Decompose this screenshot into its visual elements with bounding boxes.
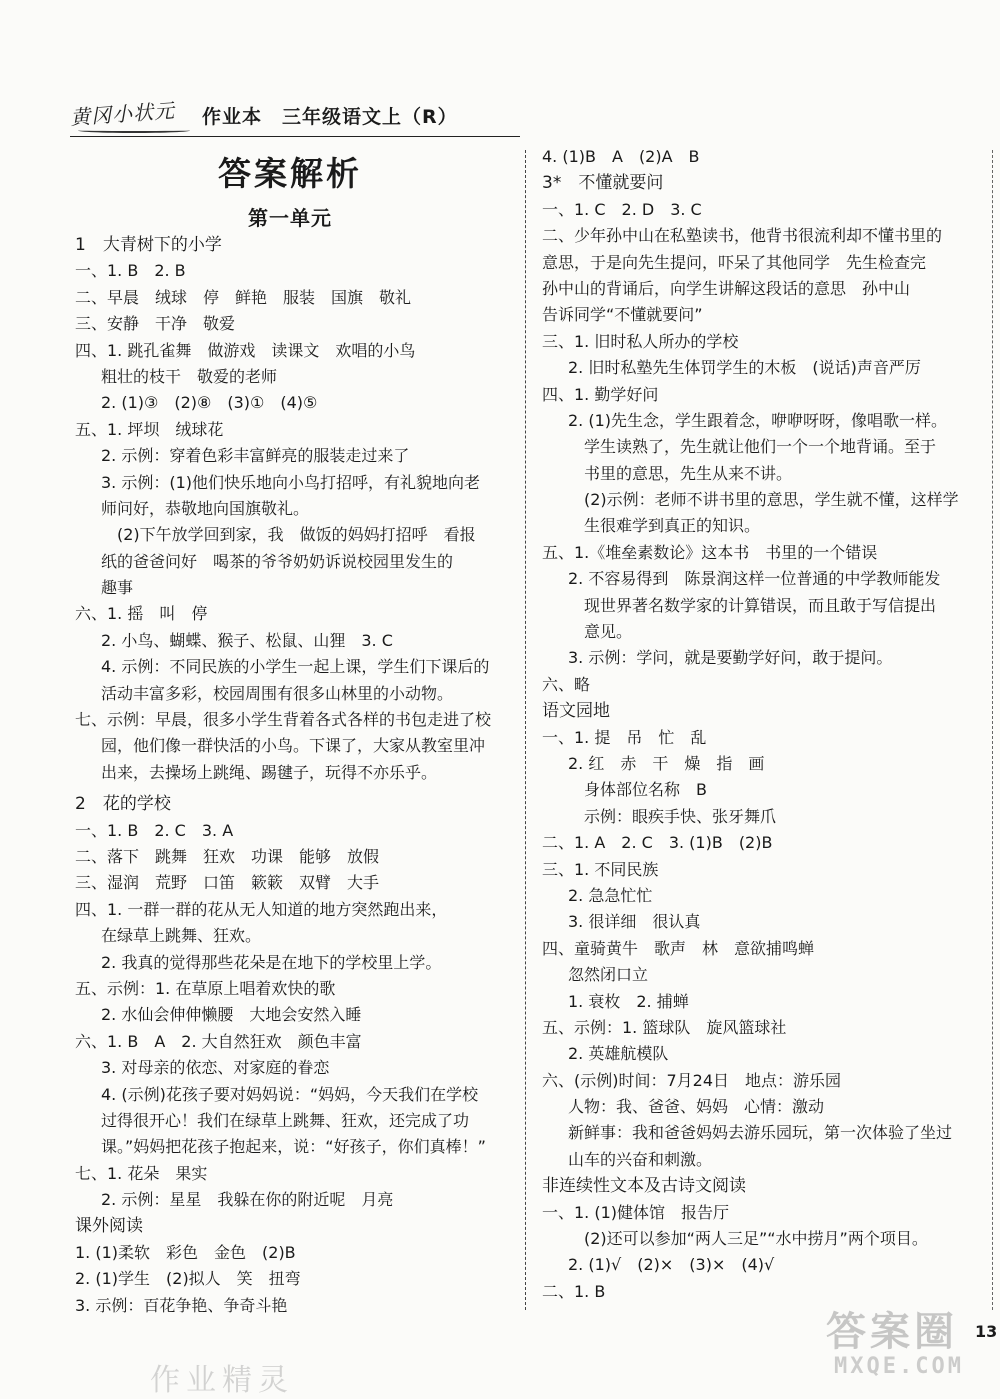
answer-line: 2. (1)③ (2)⑧ (3)① (4)⑤ [101,393,318,413]
answer-line: 四、童骑黄牛 歌声 林 意欲捕鸣蝉 [542,938,815,958]
answer-line: 告诉同学“不懂就要问” [542,305,703,325]
answer-line: 2. (1)√ (2)× (3)× (4)√ [568,1255,775,1275]
answer-line: 一、1. B 2. B [75,261,186,281]
section-heading: 课外阅读 [75,1216,143,1237]
watermark-logo: 答案圈 MXQE.COM [826,1309,964,1379]
answer-line: 五、1.《堆垒素数论》这本书 书里的一个错误 [542,542,878,562]
answer-line: 书里的意思，先生从来不讲。 [584,463,793,483]
answer-line: 四、1. 勤学好问 [542,384,659,404]
answer-line: 粗壮的枝干 敬爱的老师 [101,366,278,386]
answer-line: 过得很开心！我们在绿草上跳舞、狂欢，还完成了功 [101,1110,470,1130]
answer-line: 现世界著名数学家的计算错误，而且敢于写信提出 [584,595,937,615]
answer-line: 学生读熟了，先生就让他们一个一个地背诵。至于 [584,437,937,457]
answer-line: 新鲜事：我和爸爸妈妈去游乐园玩，第一次体验了坐过 [568,1123,953,1143]
answer-line: 忽然闭口立 [568,965,649,985]
answer-line: 人物：我、爸爸、妈妈 心情：激动 [568,1097,825,1117]
answer-line: 六、1. 摇 叫 停 [75,604,208,624]
answer-line: (2)下午放学回到家，我 做饭的妈妈打招呼 看报 [117,525,476,545]
page-number: 13 [975,1322,998,1341]
answer-line: 4. (示例)花孩子要对妈妈说：“妈妈，今天我们在学校 [101,1084,479,1104]
answer-line: 3. 示例：学问，就是要勤学好问，敢于提问。 [568,648,893,668]
answer-line: 2. 红 赤 干 燥 指 画 [568,753,765,773]
answer-line: 意思，于是向先生提问，吓呆了其他同学 先生检查完 [542,252,927,272]
answer-line: 2. (1)先生念，学生跟着念，咿咿呀呀，像唱歌一样。 [568,410,948,430]
answer-line: (2)示例：老师不讲书里的意思，学生就不懂，这样学 [584,490,959,510]
answer-line: 2. 不容易得到 陈景润这样一位普通的中学教师能发 [568,569,941,589]
answer-line: 2. 水仙会伸伸懒腰 大地会安然入睡 [101,1005,362,1025]
answer-line: 一、1. B 2. C 3. A [75,820,234,840]
answer-line: 二、早晨 绒球 停 鲜艳 服装 国旗 敬礼 [75,287,412,307]
faded-stamp: 作业精灵 [150,1363,294,1398]
header-rule [70,136,520,137]
answer-line: 4. 示例：不同民族的小学生一起上课，学生们下课后的 [101,657,490,677]
answer-line: 2. 示例：穿着色彩丰富鲜亮的服装走过来了 [101,446,410,466]
answer-line: 出来，去操场上跳绳、踢毽子，玩得不亦乐乎。 [101,762,438,782]
logo-swoosh [78,128,190,133]
answer-line: 二、少年孙中山在私塾读书，他背书很流利却不懂书里的 [542,226,943,246]
answer-line: 四、1. 一群一群的花从无人知道的地方突然跑出来， [75,899,448,919]
left-column [75,232,515,1319]
page-edge-rule [992,150,993,1310]
answer-line: 意见。 [584,622,633,642]
answer-line: (2)还可以参加“两人三足”“水中捞月”两个项目。 [584,1229,928,1249]
answer-line: 三、1. 旧时私人所办的学校 [542,331,739,351]
answer-line: 3. 示例：百花争艳、争奇斗艳 [75,1295,288,1315]
page-title: 答案解析 [218,154,362,193]
answer-line: 1. (1)柔软 彩色 金色 (2)B [75,1242,296,1262]
unit-title: 第一单元 [248,206,332,230]
answer-line: 课。”妈妈把花孩子抱起来，说：“好孩子，你们真棒！” [101,1137,486,1157]
page-header [70,96,530,136]
answer-line: 五、示例：1. 在草原上唱着欢快的歌 [75,978,336,998]
answer-line: 生很难学到真正的知识。 [584,516,761,536]
answer-line: 2. 急急忙忙 [568,885,653,905]
answer-line: 身体部位名称 B [584,780,707,800]
answer-line: 2. 我真的觉得那些花朵是在地下的学校里上学。 [101,952,442,972]
answer-line: 二、1. A 2. C 3. (1)B (2)B [542,833,773,853]
answer-line: 3. 很详细 很认真 [568,912,701,932]
answer-line: 一、1. 提 吊 忙 乱 [542,727,707,747]
answer-line: 三、1. 不同民族 [542,859,659,879]
section-heading: 1 大青树下的小学 [75,235,222,255]
answer-line: 二、1. B [542,1281,606,1301]
answer-line: 六、(示例)时间：7月24日 地点：游乐园 [542,1070,842,1090]
answer-line: 趣事 [101,578,134,598]
answer-line: 4. (1)B A (2)A B [542,147,700,166]
answer-line: 1. 衰枚 2. 捕蝉 [568,991,689,1011]
answer-line: 2. 英雄航模队 [568,1044,669,1064]
answer-line: 七、1. 花朵 果实 [75,1163,208,1183]
answer-line: 一、1. (1)健体馆 报告厅 [542,1202,730,1222]
answer-line: 纸的爸爸问好 喝茶的爷爷奶奶诉说校园里发生的 [101,551,454,571]
answer-line: 三、湿润 荒野 口笛 簌簌 双臂 大手 [75,873,380,893]
answer-line: 七、示例：早晨，很多小学生背着各式各样的书包走进了校 [75,710,492,730]
section-heading: 2 花的学校 [75,794,171,815]
answer-line: 五、示例：1. 篮球队 旋风篮球社 [542,1017,787,1037]
answer-line: 六、1. B A 2. 大自然狂欢 颜色丰富 [75,1031,362,1051]
brand-logo: 黄冈小状元 [69,98,176,130]
column-divider [525,150,526,1310]
section-heading: 3* 不懂就要问 [542,173,664,194]
section-heading: 语文园地 [542,701,610,722]
answer-line: 三、安静 干净 敬爱 [75,314,236,334]
answer-line: 2. 示例：星星 我躲在你的附近呢 月亮 [101,1190,394,1210]
section-heading: 非连续性文本及古诗文阅读 [542,1176,746,1197]
answer-line: 孙中山的背诵后，向学生讲解这段话的意思 孙中山 [542,278,911,298]
answer-line: 二、落下 跳舞 狂欢 功课 能够 放假 [75,846,380,866]
answer-line: 2. (1)学生 (2)拟人 笑 扭弯 [75,1269,301,1289]
answer-line: 3. 对母亲的依恋、对家庭的眷恋 [101,1058,330,1078]
answer-line: 活动丰富多彩，校园周围有很多山林里的小动物。 [101,683,454,703]
answer-line: 四、1. 跳孔雀舞 做游戏 读课文 欢唱的小鸟 [75,340,416,360]
book-title: 作业本 三年级语文上（R） [202,106,458,128]
answer-line: 示例：眼疾手快、张牙舞爪 [584,806,777,826]
answer-line: 3. 示例：(1)他们快乐地向小鸟打招呼，有礼貌地向老 [101,472,481,492]
right-column [542,144,982,1305]
answer-line: 园，他们像一群快活的小鸟。下课了，大家从教室里冲 [101,736,486,756]
answer-line: 师问好，恭敬地向国旗敬礼。 [101,498,310,518]
answer-line: 五、1. 坪坝 绒球花 [75,419,224,439]
answer-line: 山车的兴奋和刺激。 [568,1149,713,1169]
answer-line: 在绿草上跳舞、狂欢。 [101,926,262,946]
answer-line: 2. 旧时私塾先生体罚学生的木板 (说话)声音严厉 [568,358,921,378]
answer-line: 六、略 [542,674,591,694]
answer-line: 2. 小鸟、蝴蝶、猴子、松鼠、山狸 3. C [101,630,393,650]
answer-line: 一、1. C 2. D 3. C [542,199,702,219]
